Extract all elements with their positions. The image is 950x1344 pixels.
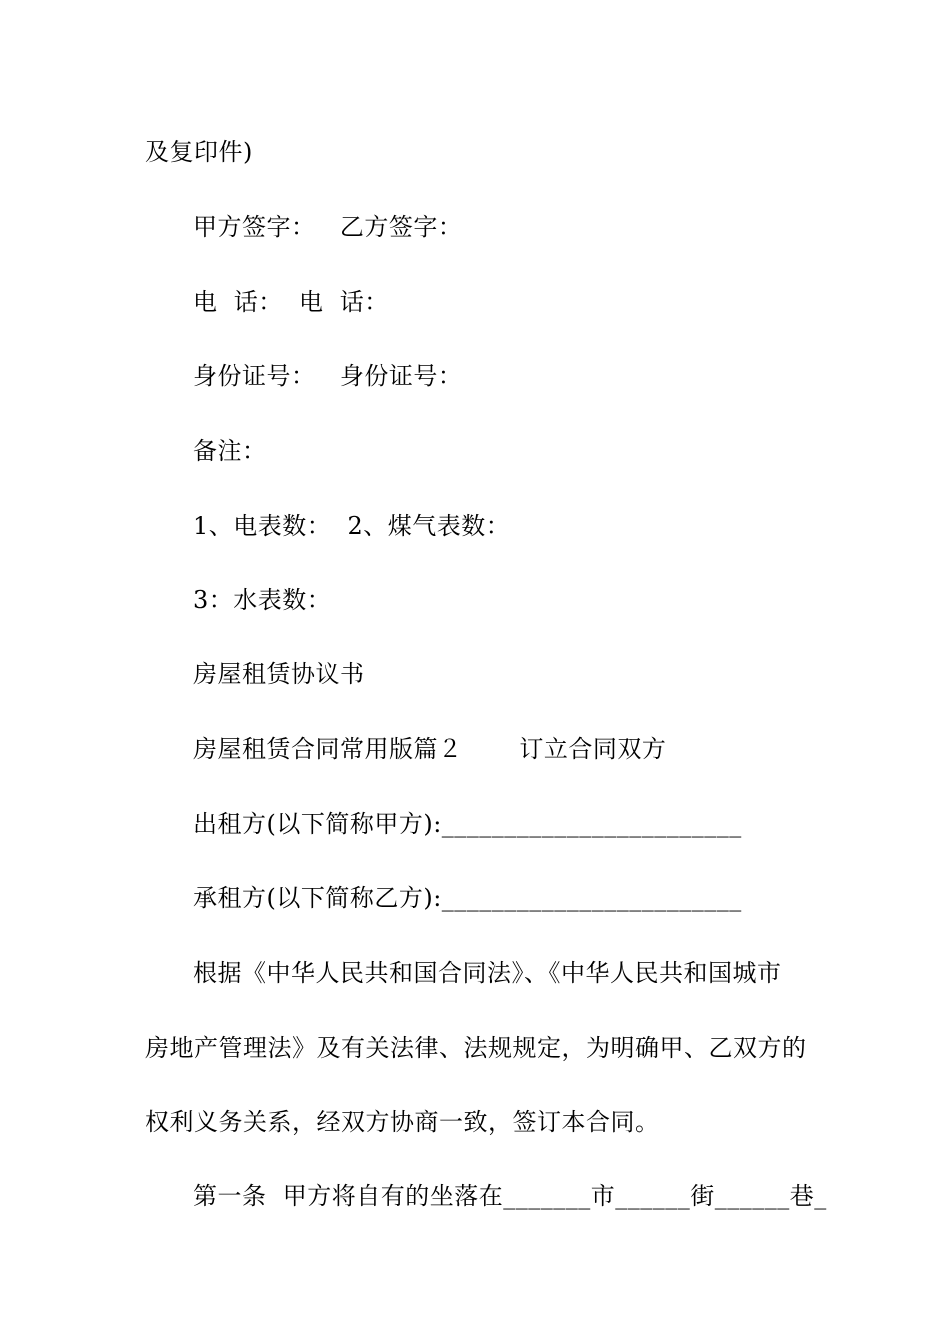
text-line-remarks: 备注： — [193, 437, 267, 465]
text-line-legal-basis-1: 根据《中华人民共和国合同法》、《中华人民共和国城市 — [193, 959, 782, 987]
text-line-copy-note: 及复印件) — [145, 138, 253, 166]
text-line-article-one: 第一条 甲方将自有的坐落在_______市______街______巷_ — [193, 1182, 827, 1210]
text-line-legal-basis-2: 房地产管理法》及有关法律、法规规定，为明确甲、乙双方的 — [145, 1034, 807, 1062]
text-line-lessor: 出租方(以下简称甲方):________________________ — [193, 810, 742, 838]
text-line-agreement-title: 房屋租赁协议书 — [193, 660, 365, 688]
text-line-signatures: 甲方签字： 乙方签字： — [193, 213, 463, 241]
text-line-contract-parties: 房屋租赁合同常用版篇２ 订立合同双方 — [193, 735, 667, 763]
text-line-lessee: 承租方(以下简称乙方):________________________ — [193, 884, 742, 912]
text-line-id-number: 身份证号： 身份证号： — [193, 362, 463, 390]
text-line-meter-readings: 1、电表数： 2、煤气表数： — [193, 512, 511, 540]
text-line-phone: 电 话： 电 话： — [193, 288, 389, 316]
text-line-water-meter: 3：水表数： — [193, 586, 332, 614]
text-line-legal-basis-3: 权利义务关系，经双方协商一致，签订本合同。 — [145, 1108, 660, 1136]
